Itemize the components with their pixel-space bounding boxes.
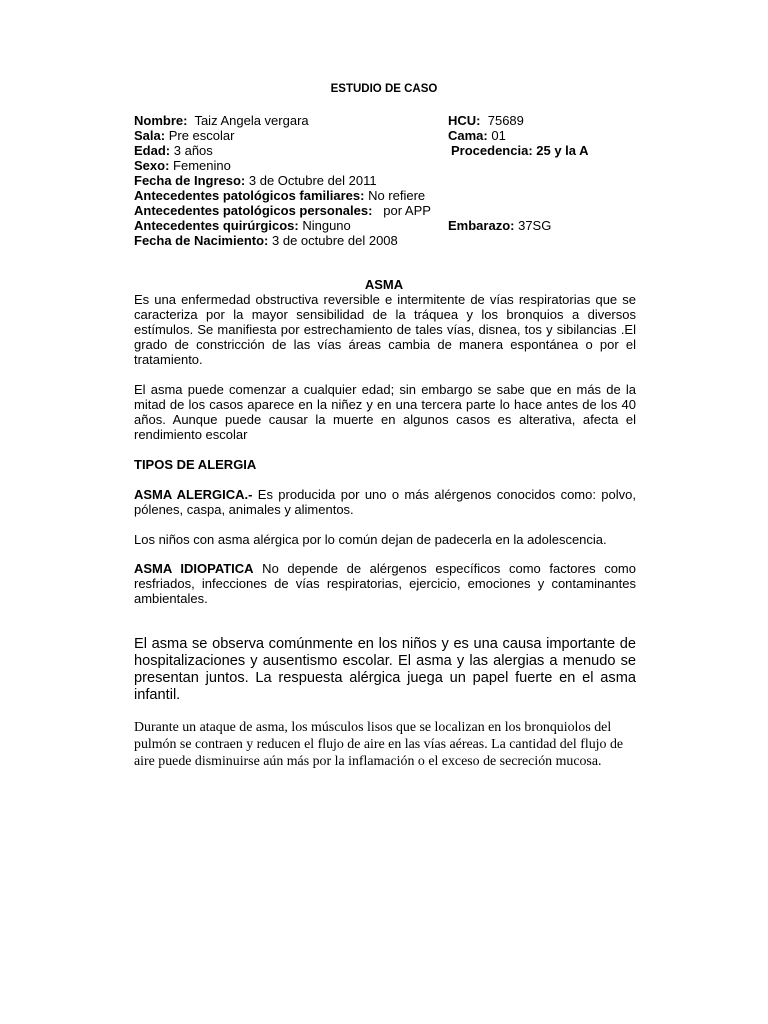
embarazo-row xyxy=(448,218,551,233)
asma-paragraph-1: Es una enfermedad obstructiva reversible e intermitente de vías respiratorias que se caracteriza por la mayor sensibilidad de la tráquea y los bronquios a diversos estímulos. Se manifiesta por estrechamiento de tales vías, disnea, tos y sibilancias .El grado de constricción de las vías áreas cambia de manera espontánea o por el tratamiento. xyxy=(134,292,636,367)
tipos-heading: TIPOS DE ALERGIA xyxy=(134,457,257,472)
asma-idiopatica-paragraph xyxy=(134,561,636,606)
sala-row xyxy=(134,128,234,143)
edad-row xyxy=(134,143,213,158)
familiares-label: Antecedentes patológicos familiares: xyxy=(134,188,365,203)
edad-label: Edad: xyxy=(134,143,171,158)
procedencia-row xyxy=(451,143,589,158)
nacimiento-row xyxy=(134,233,398,248)
ingreso-value: 3 de Octubre del 2011 xyxy=(248,173,377,188)
sexo-value: Femenino xyxy=(173,158,231,173)
hcu-value: 75689 xyxy=(487,113,524,128)
hcu-label: HCU: xyxy=(448,113,481,128)
sala-label: Sala: xyxy=(134,128,166,143)
asma-idiopatica-text: No depende de alérgenos específicos como factores como resfriados, infecciones de vías respiratorias, ejercicio, emociones y contaminantes ambientales. xyxy=(134,561,636,606)
sala-value: Pre escolar xyxy=(168,128,235,143)
asma-title: ASMA xyxy=(364,277,404,292)
embarazo-value: 37SG xyxy=(518,218,552,233)
sexo-row xyxy=(134,158,231,173)
ingreso-label: Fecha de Ingreso: xyxy=(134,173,246,188)
personales-value: por APP xyxy=(383,203,431,218)
document-title: ESTUDIO DE CASO xyxy=(330,83,438,95)
nacimiento-value: 3 de octubre del 2008 xyxy=(272,233,398,248)
personales-row xyxy=(134,203,431,218)
cama-row xyxy=(448,128,506,143)
embarazo-label: Embarazo: xyxy=(448,218,515,233)
familiares-row xyxy=(134,188,425,203)
nombre-value: Taiz Angela vergara xyxy=(194,113,309,128)
personales-label: Antecedentes patológicos personales: xyxy=(134,203,373,218)
quirurgicos-row xyxy=(134,218,351,233)
asma-alergica-paragraph xyxy=(134,487,636,517)
quirurgicos-label: Antecedentes quirúrgicos: xyxy=(134,218,299,233)
sexo-label: Sexo: xyxy=(134,158,170,173)
cama-value: 01 xyxy=(491,128,506,143)
asma-alergica-text: Es producida por uno o más alérgenos conocidos como: polvo, pólenes, caspa, animales y alimentos. xyxy=(134,487,636,517)
asma-attack-paragraph: Durante un ataque de asma, los músculos lisos que se localizan en los bronquiolos del pulmón se contraen y reducen el flujo de aire en las vías aéreas. La cantidad del flujo de aire puede disminuirse aún más por la inflamación o el exceso de secreción mucosa. xyxy=(134,720,624,769)
familiares-value: No refiere xyxy=(368,188,426,203)
ingreso-row xyxy=(134,173,377,188)
asma-paragraph-2: El asma puede comenzar a cualquier edad; sin embargo se sabe que en más de la mitad de los casos aparece en la niñez y en una tercera parte lo hace antes de los 40 años. Aunque puede causar la muerte en algunos casos es alterativa, afecta el rendimiento escolar xyxy=(134,382,636,442)
asma-alergica-note: Los niños con asma alérgica por lo común dejan de padecerla en la adolescencia. xyxy=(134,532,607,547)
nacimiento-label: Fecha de Nacimiento: xyxy=(134,233,269,248)
hcu-row xyxy=(448,113,524,128)
nombre-label: Nombre: xyxy=(134,113,188,128)
procedencia-label: Procedencia: 25 y la A xyxy=(451,143,589,158)
asma-alergica-label: ASMA ALERGICA.- xyxy=(134,487,253,502)
asma-children-paragraph: El asma se observa comúnmente en los niños y es una causa importante de hospitalizaciones y ausentismo escolar. El asma y las alergias a menudo se presentan juntos. La respuesta alérgica juega un papel fuerte en el asma infantil. xyxy=(134,636,636,703)
quirurgicos-value: Ninguno xyxy=(302,218,351,233)
cama-label: Cama: xyxy=(448,128,488,143)
asma-idiopatica-label: ASMA IDIOPATICA xyxy=(134,561,254,576)
edad-value: 3 años xyxy=(173,143,213,158)
nombre-row xyxy=(134,113,309,128)
